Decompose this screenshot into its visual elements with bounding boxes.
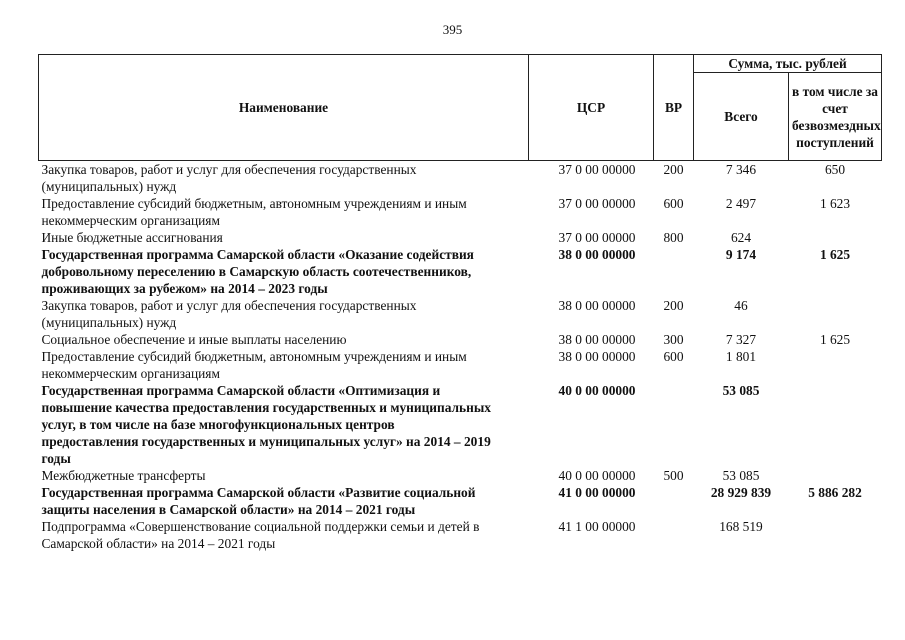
page-number: 395: [442, 22, 463, 37]
row-vr: 600: [663, 196, 684, 211]
row-name: Подпрограмма «Совершенствование социальной поддержки семьи и детей в Самарской области» на 2014 – 2021 годы: [41, 519, 480, 551]
row-total: 1 801: [725, 349, 757, 364]
row-csr: 41 1 00 00000: [558, 519, 636, 534]
row-total: 9 174: [725, 247, 757, 262]
table-row: [39, 484, 882, 518]
table-row: [39, 246, 882, 297]
row-vr: 200: [663, 298, 684, 313]
row-total: 46: [734, 298, 748, 313]
header-total: Всего: [694, 73, 789, 161]
table-row: [39, 382, 882, 467]
row-vr: 500: [663, 468, 684, 483]
table-row: [39, 331, 882, 348]
row-free: 1 625: [819, 332, 851, 347]
row-free: 1 623: [819, 196, 851, 211]
row-name: Межбюджетные трансферты: [41, 468, 206, 483]
row-name: Государственная программа Самарской области «Развитие социальной защиты населения в Самарской области» на 2014 – 2021 годы: [41, 485, 476, 517]
row-total: 168 519: [719, 519, 763, 534]
row-vr: 600: [663, 349, 684, 364]
table-row: [39, 348, 882, 382]
row-vr: 800: [663, 230, 684, 245]
row-vr: [654, 518, 694, 552]
row-csr: 37 0 00 00000: [558, 196, 636, 211]
row-vr: [654, 246, 694, 297]
row-free: [789, 348, 882, 382]
table-row: [39, 229, 882, 246]
header-csr: ЦСР: [529, 55, 654, 161]
table-row: [39, 518, 882, 552]
row-csr: 40 0 00 00000: [558, 383, 636, 398]
row-free: [789, 382, 882, 467]
row-csr: 38 0 00 00000: [558, 349, 636, 364]
row-csr: 38 0 00 00000: [558, 247, 636, 262]
row-csr: 38 0 00 00000: [558, 332, 636, 347]
table-row: [39, 297, 882, 331]
row-total: 624: [730, 230, 752, 245]
header-sum-group: Сумма, тыс. рублей: [694, 55, 882, 73]
row-free: 650: [824, 162, 846, 177]
header-free: в том числе за счет безвозмездных поступлений: [789, 73, 882, 161]
row-total: 53 085: [722, 468, 760, 483]
table-body: [39, 161, 882, 553]
row-name: Предоставление субсидий бюджетным, автономным учреждениям и иным некоммерческим организациям: [41, 196, 467, 228]
row-csr: 37 0 00 00000: [558, 230, 636, 245]
row-free: [789, 518, 882, 552]
header-name: Наименование: [39, 55, 529, 161]
row-free: [789, 297, 882, 331]
row-vr: [654, 382, 694, 467]
row-name: Государственная программа Самарской области «Оптимизация и повышение качества предоставления государственных и муниципальных услуг, в том числе на базе многофункциональных центров предоставления государственных и муниципальных услуг» на 2014 – 2019 годы: [41, 383, 491, 466]
row-free: [789, 467, 882, 484]
row-name: Закупка товаров, работ и услуг для обеспечения государственных (муниципальных) нужд: [41, 162, 417, 194]
row-csr: 40 0 00 00000: [558, 468, 636, 483]
row-vr: 300: [663, 332, 684, 347]
row-name: Социальное обеспечение и иные выплаты населению: [41, 332, 347, 347]
row-total: 2 497: [725, 196, 757, 211]
row-name: Закупка товаров, работ и услуг для обеспечения государственных (муниципальных) нужд: [41, 298, 417, 330]
table-row: [39, 195, 882, 229]
row-total: 28 929 839: [710, 485, 772, 500]
table-row: [39, 467, 882, 484]
table-row: [39, 161, 882, 196]
row-free: 1 625: [819, 247, 851, 262]
row-total: 7 327: [725, 332, 757, 347]
row-total: 53 085: [722, 383, 760, 398]
row-vr: [654, 484, 694, 518]
row-csr: 41 0 00 00000: [558, 485, 636, 500]
row-free: 5 886 282: [808, 485, 862, 500]
header-vr: ВР: [654, 55, 694, 161]
row-vr: 200: [663, 162, 684, 177]
row-csr: 37 0 00 00000: [558, 162, 636, 177]
table-header: [39, 55, 882, 161]
row-name: Государственная программа Самарской области «Оказание содействия добровольному переселению в Самарскую область соотечественников, проживающих за рубежом» на 2014 – 2023 годы: [41, 247, 474, 296]
row-name: Предоставление субсидий бюджетным, автономным учреждениям и иным некоммерческим организациям: [41, 349, 467, 381]
row-name: Иные бюджетные ассигнования: [41, 230, 223, 245]
budget-table: [38, 54, 882, 552]
row-csr: 38 0 00 00000: [558, 298, 636, 313]
row-total: 7 346: [725, 162, 757, 177]
row-free: [789, 229, 882, 246]
